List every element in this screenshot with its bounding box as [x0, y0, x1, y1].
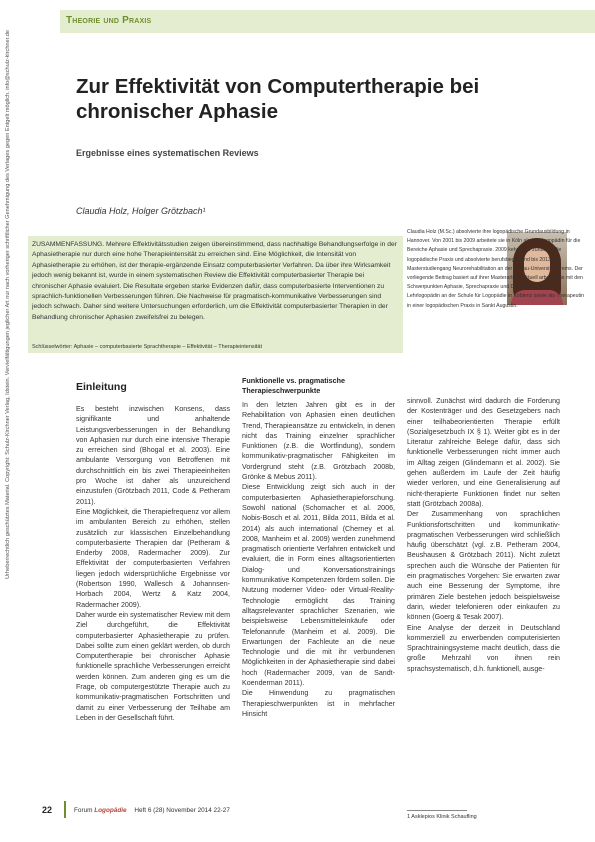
column-1 — [76, 404, 230, 723]
journal-issue: Heft 6 (28) November 2014 22-27 — [134, 807, 230, 814]
section-label: Theorie und Praxis — [66, 15, 152, 26]
section-banner — [60, 10, 595, 33]
paragraph: Diese Entwicklung zeigt sich auch in der computerbasierten Aphasietherapieforschung. Sowohl national (Schomacher et al. 2006, Nobis-Bosch et al. 2011, Bilda 2011, Bilda et al. 2014) als auch international (Cherney et al. 2008, Manheim et al. 2009) werden zunehmend pragmatisch orientierte Verfahren entwickelt und evaluiert, die in Form eines alltagsorientierten Dialog- und Konversationstrainings kommunikative Kompetenzen fördern sollen. Die Nutzung moderner Video- oder Virtual-Reality-Technologie ermöglicht das Training alltagsrelevanter sprachlicher Szenarien, wie beispielsweise Lebensmitteleinkäufe oder Telefonanrufe (Manheim et al. 2009). Die Erwartungen der Fachleute an die neue Technologie und die mit ihr verbundenen Möglichkeiten in der Aphasietherapie sind dabei hoch (Radermacher 2009, van de Sandt-Koenderman 2011). — [242, 483, 395, 688]
page-number: 22 — [42, 805, 53, 815]
author-bio-text: Claudia Holz (M.Sc.) absolvierte ihre logopädische Grundausbildung in Hannover. Von 2001 bis 2009 arbeitete sie in Köln als Lehrlogopädin für die Bereiche Aphasie und Sprechapraxie. 2009 kehrte sie zurück in die logopädische Praxis und absolvierte berufsbegleitend bis 2013 den Masterstudiengang Neurorehabilitation an der Donau-Universität Krems. Der vorliegende Beitrag basiert auf ihrer Masterarbeit. Aktuell arbeitet sie mit den Schwerpunkten Aphasie, Sprechapraxie und Dysarthrophonie als Lehrlogopädin an der Schule für Logopädie in Koblenz sowie als Therapeutin in einer logopädischen Praxis in Sankt Augustin. — [407, 229, 584, 309]
journal-prefix: Forum — [74, 807, 93, 814]
article-authors: Claudia Holz, Holger Grötzbach¹ — [76, 206, 206, 216]
subsection-heading: Funktionelle vs. pragmatische Therapieschwerpunkte — [242, 376, 346, 396]
abstract-text: ZUSAMMENFASSUNG. Mehrere Effektivitätsstudien zeigen übereinstimmend, dass nachhaltige Behandlungserfolge in der Aphasietherapie nur durch eine hohe Therapieintensität zu erreichen sind. Eine Möglichkeit, die Intensität von Aphasietherapie zu erhöhen, ist der therapie-ergänzende Einsatz computerbasierter Verfahren. Da über ihre Wirksamkeit jedoch wenig bekannt ist, wurde in einem systematischen Review die Effektivität computerbasierter Therapie bei chronischer Aphasie evaluiert. Die Resultate ergeben starke Evidenzen dafür, dass computerbasierte Interventionen zu sprachlich-funktionellen Verbesserungen führen. Die Nachweise für pragmatisch-kommunikative Verbesserungen sind jedoch schwach. Daher sind weitere Untersuchungen erforderlich, um die Effektivität computerbasierter Therapien in der Behandlung chronischer Aphasien zweifelsfrei zu belegen. — [32, 241, 397, 321]
column-2 — [242, 400, 395, 719]
footnote: 1 Asklepios Klinik Schaufling — [407, 814, 477, 820]
column-3 — [407, 396, 560, 674]
journal-footer — [74, 807, 230, 814]
footer-divider — [64, 801, 66, 818]
footnote-divider — [407, 810, 467, 811]
journal-logo: Logopädie — [94, 807, 127, 814]
paragraph: Eine Analyse der derzeit in Deutschland kommerziell zu erwerbenden computerisierten Sprachtrainingsysteme macht deutlich, dass die große Mehrzahl von ihnen rein sprachsystematisch, d.h. funktionell, ausge- — [407, 623, 560, 673]
article-title: Zur Effektivität von Computertherapie bei chronischer Aphasie — [76, 75, 480, 123]
paragraph: sinnvoll. Zunächst wird dadurch die Forderung der Kostenträger und des Gesetzgebers nach einer teilhabeorientierten Therapie erfüllt (Sozialgesetzbuch IX § 1). Weiter gibt es in der Literatur zahlreiche Belege dafür, dass sich funktionelle Verbesserungen nicht immer auch im Alltag zeigen (Glindemann et al. 2002). Sie gehen außerdem im Laufe der Zeit häufig wieder verloren, und eine Generalisierung auf nicht-therapierte Funktionen findet nur selten statt (Grötzbach 2008a). — [407, 397, 560, 508]
paragraph: Die Hinwendung zu pragmatischen Therapieschwerpunkten ist in mehrfacher Hinsicht — [242, 689, 395, 718]
paragraph: Eine Möglichkeit, die Therapiefrequenz vor allem im ambulanten Bereich zu erhöhen, stellen zusätzlich zur klassischen Einzelbehandlung computerbasierte Therapien dar (Petheram & Enderby 2008, Radermacher 2009). Zur Effektivität der computerbasierten Verfahren liegen jedoch widersprüchliche Ergebnisse vor (Robertson 1990, Wallesch & Johannsen-Horbach 2004, Wertz & Katz 2004, Radermacher 2009). — [76, 507, 230, 609]
copyright-sidebar — [2, 30, 14, 830]
author-bio — [407, 228, 587, 311]
keywords: Schlüsselwörter: Aphasie – computerbasierte Sprachtherapie – Effektivität – Therapieintensität — [32, 344, 263, 350]
paragraph: Es besteht inzwischen Konsens, dass signifikante und anhaltende Leistungsverbesserungen in der Behandlung von Aphasien nur durch eine intensive Therapie zu erreichen sind (Bhogal et al. 2003). Eine ambulante Versorgung von Betroffenen mit durchschnittlich ein bis zwei Therapieeinheiten pro Woche ist daher als unzureichend einzustufen (Grötzbach 2011, Code & Petheram 2011). — [76, 405, 230, 506]
copyright-text: Urheberrechtlich geschütztes Material. Copyright: Schulz-Kirchner Verlag, Idstein. Vervielfältigungen jeglicher Art nur nach vorheriger schriftlicher Genehmigung des Verlages gegen Entgelt möglich. info@schulz-kirchner.de — [5, 30, 11, 579]
article-subtitle: Ergebnisse eines systematischen Reviews — [76, 148, 259, 158]
section-heading-einleitung: Einleitung — [76, 381, 127, 393]
paragraph: In den letzten Jahren gibt es in der Rehabilitation von Aphasien einen deutlichen Trend, Therapieansätze zu entwickeln, in denen nicht das Training einzelner sprachlicher Funktionen (z.B. die Wortfindung), sondern kommunikativ-pragmatischer Fähigkeiten im Vordergrund steht (z.B. Grötzbach 2008b, Grönke & Mebus 2011). — [242, 401, 395, 482]
paragraph: Daher wurde ein systematischer Review mit dem Ziel durchgeführt, die Effektivität computerbasierter Aphasietherapie zu prüfen. Dabei sollte zum einen geklärt werden, ob durch Computertherapie bei chronischer Aphasie funktionelle sprachliche Verbesserungen erreicht werden können. Zum anderen ging es um die Frage, ob computergestützte Therapie auch zu kommunikativ-pragmatischen Fortschritten und damit zu einer Verbesserung der Teilhabe am Leben in der Gesellschaft führt. — [76, 610, 230, 722]
paragraph: Der Zusammenhang von sprachlichen Funktionsfortschritten und kommunikativ-pragmatischen Verbesserungen wird schließlich häufig überschätzt (vgl. z.B. Petheram 2004, Beushausen & Grötzbach 2011). Nicht zuletzt sprechen auch die Wünsche der Patienten für ein pragmatisches Vorgehen: Sie erwarten zwar auch eine Besserung der Symptome, ihre primären Ziele bestehen jedoch beispielsweise darin, wieder telefonieren oder einkaufen zu können (Goerg & Tesak 2007). — [407, 510, 560, 622]
